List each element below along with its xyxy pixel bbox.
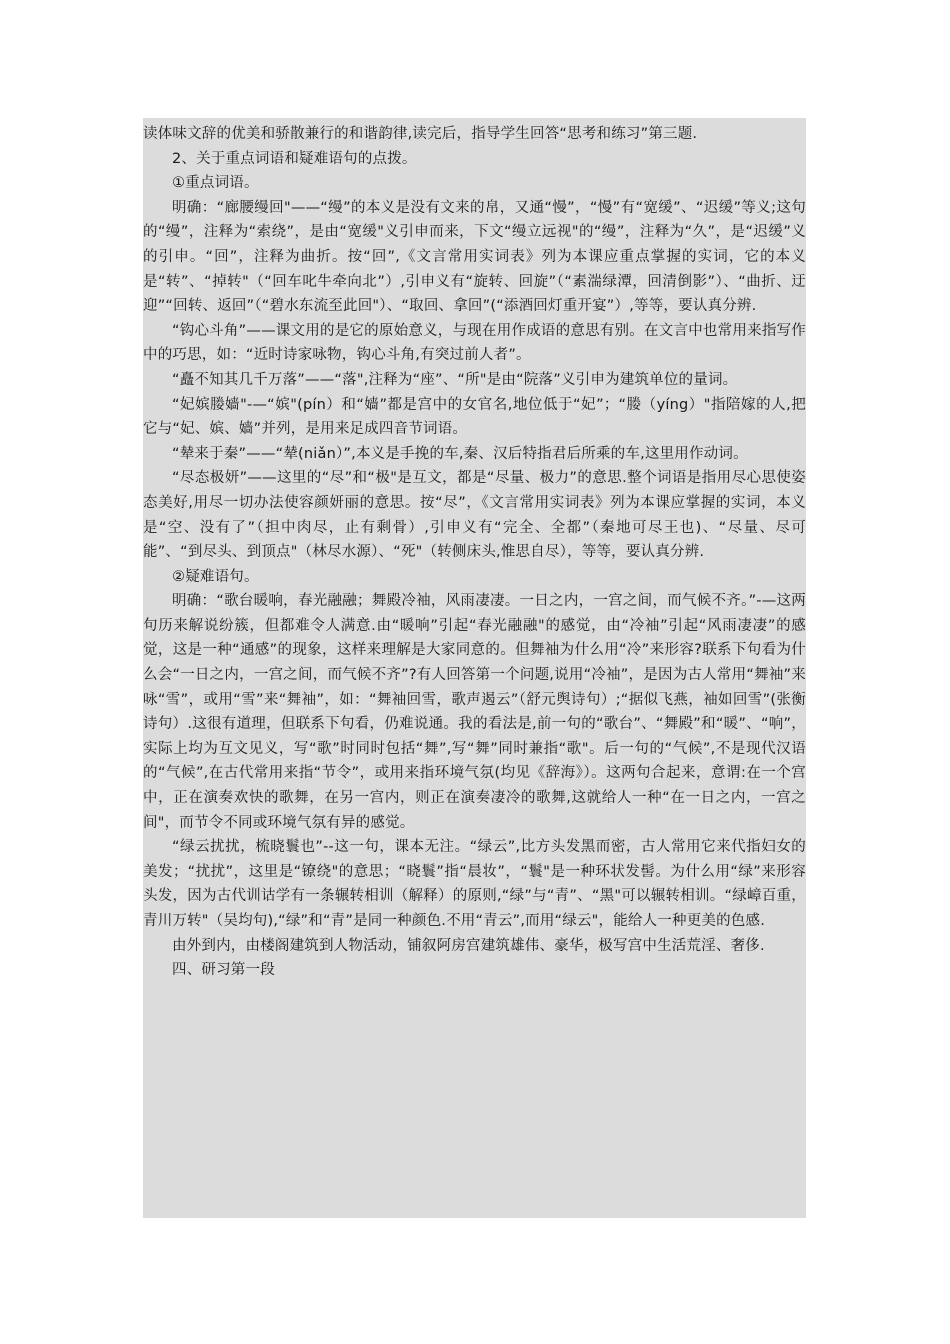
paragraph: 由外到内，由楼阁建筑到人物活动，铺叙阿房宫建筑雄伟、豪华，极写宫中生活荒淫、奢侈. — [172, 937, 765, 954]
paragraph: 明确：“歌台暖响，春光融融；舞殿冷袖，风雨凄凄。一日之内，一宫之间，而气候不齐。”-—这两句历来解说纷簇，但都难令人满意.由“暖响”引起“春光融融"的感觉，由“冷袖”引起“风雨凄凄”的感觉，这是一种“通感”的现象，这样来理解是大家同意的。但舞袖为什么用“冷”来形容?联系下句看为什么会“一日之内，一宫之间，而气候不齐”?有人回答第一个问题,说用“冷袖”，是因为古人常用“舞袖”来咏“雪”，或用“雪”来“舞袖”，如：“舞袖回雪，歌声遏云”（舒元舆诗句）;“据似飞燕，袖如回雪”(张衡诗句）.这很有道理，但联系下句看，仍难说通。我的看法是,前一句的“歌台”、“舞殿”和“暖”、“响”，实际上均为互文见义，写“歌”时同时包括“舞”,写“舞”同时兼指“歌"。后一句的“气候”,不是现代汉语的“气候”,在古代常用来指“节令”，或用来指环境气氛(均见《辞海》）。这两句合起来，意谓:在一个宫中，正在演奏欢快的歌舞，在另一宫内，则正在演奏凄冷的歌舞,这就给人一种“在一日之内，一宫之间"，而节令不同或环境气氛有异的感觉。 — [143, 593, 806, 831]
paragraph: “辇来于秦”——“辇(niǎn）”,本义是手挽的车,秦、汉后特指君后所乘的车,这里用作动词。 — [172, 445, 748, 462]
paragraph: “绿云扰扰，梳晓鬟也”--这一句，课本无注。“绿云”,比方头发黑而密，古人常用它来代指妇女的美发；“扰扰”，这里是“镣绕"的意思；“晓鬟”指“晨妆”，“鬟"是一种环状发髻。为什么用“绿”来形容头发，因为古代训诂学有一条辗转相训（解释）的原则,“绿”与“青”、“黑"可以辗转相训。“绿嶂百重，青川万转"（吴均句),“绿”和“青”是同一种颜色.不用“青云”,而用“绿云"，能给人一种更美的色感. — [143, 839, 806, 929]
paragraph: “尽态极妍”——这里的“尽”和“极"是互文，都是“尽量、极力”的意思.整个词语是指用尽心思使姿态美好,用尽一切办法使容颜妍丽的意思。按“尽”，《文言常用实词表》列为本课应掌握的实词，本义是“空、没有了”（担中肉尽，止有剩骨）,引申义有“完全、全都”（秦地可尽王也)、“尽量、尽可能”、“到尽头、到顶点"（林尽水源）、“死"（转侧床头,惟思自尽），等等，要认真分辨. — [143, 470, 806, 561]
paragraph: “妃嫔媵嫱"-—“嫔"(pín）和“嫱”都是宫中的女官名,地位低于“妃”；“媵（yíng）"指陪嫁的人,把它与“妃、嫔、嫱”并列，是用来足成四音节词语。 — [143, 396, 806, 438]
paragraph: 四、研习第一段 — [172, 962, 275, 979]
paragraph: ②疑难语句。 — [172, 568, 259, 585]
paragraph: “钩心斗角”——课文用的是它的原始意义，与现在用作成语的意思有别。在文言中也常用来指写作中的巧思，如：“近时诗家咏物，钩心斗角,有突过前人者”。 — [143, 322, 806, 364]
paragraph: 读体味文辞的优美和骄散兼行的和谐韵律,读完后，指导学生回答“思考和练习”第三题. — [143, 126, 698, 142]
paragraph: “矗不知其几千万落”——“落",注释为“座”、“所"是由“院落”义引申为建筑单位的量词。 — [172, 371, 738, 388]
document-page — [143, 118, 806, 1218]
paragraph: 2、关于重点词语和疑难语句的点拨。 — [172, 150, 417, 167]
paragraph: 明确：“廊腰缦回"——“缦”的本义是没有文来的帛，又通“慢”，“慢”有“宽缓”、“迟缓”等义;这句的“缦”，注释为“索绕”，是由“宽缓"义引申而来，下文“缦立远视"的“缦”，注释为“久”，是“迟缓”义的引申。“回”，注释为曲折。按“回”,《文言常用实词表》列为本课应重点掌握的实词，它的本义是“转”、“掉转"（“回车叱牛牵向北”）,引申义有“旋转、回旋”（“素湍绿潭，回清倒影”）、“曲折、迂迎”“回转、返回”（“碧水东流至此回"）、“取回、拿回”(“添酒回灯重开宴”）,等等，要认真分辨. — [143, 199, 806, 315]
paragraph: ①重点词语。 — [172, 175, 259, 192]
